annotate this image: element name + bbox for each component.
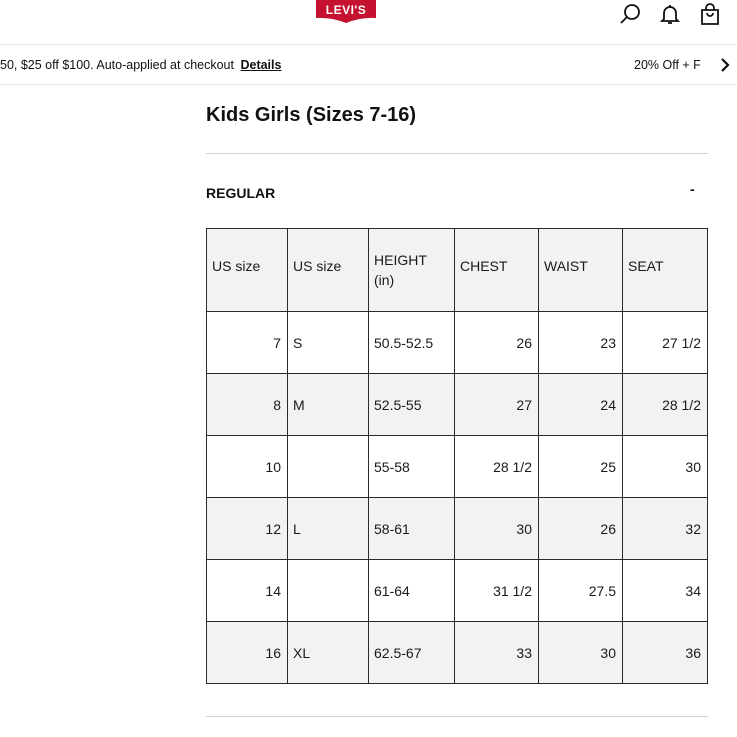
cell-letter-size: [288, 436, 369, 498]
cell-us-size: 16: [207, 622, 288, 684]
divider: [206, 153, 708, 154]
cell-us-size: 12: [207, 498, 288, 560]
cell-height: 52.5-55: [369, 374, 455, 436]
cell-seat: 30: [623, 436, 708, 498]
table-row: [207, 622, 708, 684]
levis-logo[interactable]: [316, 0, 376, 24]
shopping-bag-icon[interactable]: [697, 1, 723, 27]
cell-seat: 34: [623, 560, 708, 622]
cell-chest: 27: [455, 374, 539, 436]
promo-text: 50, $25 off $100. Auto-applied at checkout: [0, 58, 234, 72]
chevron-right-icon[interactable]: [718, 56, 732, 74]
table-row: [207, 560, 708, 622]
svg-text:LEVI'S: LEVI'S: [325, 3, 367, 17]
cell-height: 50.5-52.5: [369, 312, 455, 374]
cell-seat: 28 1/2: [623, 374, 708, 436]
table-header-row: [207, 229, 708, 312]
table-row: [207, 312, 708, 374]
cell-height: 55-58: [369, 436, 455, 498]
cell-height: 61-64: [369, 560, 455, 622]
cell-letter-size: S: [288, 312, 369, 374]
page-title: Kids Girls (Sizes 7-16): [206, 104, 417, 126]
cell-us-size: 14: [207, 560, 288, 622]
header-us-size-numeric: US size: [207, 229, 288, 312]
header-seat: SEAT: [623, 229, 708, 312]
search-icon[interactable]: [617, 1, 643, 27]
collapse-toggle[interactable]: -: [690, 181, 695, 197]
cell-letter-size: M: [288, 374, 369, 436]
cell-seat: 36: [623, 622, 708, 684]
size-chart-table: [206, 228, 708, 684]
cell-chest: 31 1/2: [455, 560, 539, 622]
promo-banner: [0, 46, 737, 85]
cell-waist: 25: [539, 436, 623, 498]
site-header: [0, 0, 737, 45]
cell-us-size: 8: [207, 374, 288, 436]
cell-chest: 26: [455, 312, 539, 374]
table-row: [207, 374, 708, 436]
cell-waist: 26: [539, 498, 623, 560]
cell-waist: 27.5: [539, 560, 623, 622]
cell-letter-size: [288, 560, 369, 622]
divider: [206, 716, 708, 717]
cell-height: 58-61: [369, 498, 455, 560]
table-row: [207, 498, 708, 560]
cell-waist: 23: [539, 312, 623, 374]
cell-seat: 27 1/2: [623, 312, 708, 374]
cell-chest: 28 1/2: [455, 436, 539, 498]
cell-us-size: 7: [207, 312, 288, 374]
cell-letter-size: L: [288, 498, 369, 560]
cell-waist: 24: [539, 374, 623, 436]
cell-height: 62.5-67: [369, 622, 455, 684]
promo-details-link[interactable]: Details: [240, 58, 282, 72]
bell-icon[interactable]: [657, 1, 683, 27]
cell-waist: 30: [539, 622, 623, 684]
header-waist: WAIST: [539, 229, 623, 312]
section-heading-regular[interactable]: REGULAR: [206, 185, 276, 201]
header-chest: CHEST: [455, 229, 539, 312]
cell-chest: 33: [455, 622, 539, 684]
cell-seat: 32: [623, 498, 708, 560]
promo-message: [0, 58, 281, 72]
cell-us-size: 10: [207, 436, 288, 498]
header-us-size-letter: US size: [288, 229, 369, 312]
promo-next-message: 20% Off + F: [634, 58, 701, 72]
header-height: HEIGHT (in): [369, 229, 455, 312]
table-row: [207, 436, 708, 498]
cell-chest: 30: [455, 498, 539, 560]
cell-letter-size: XL: [288, 622, 369, 684]
